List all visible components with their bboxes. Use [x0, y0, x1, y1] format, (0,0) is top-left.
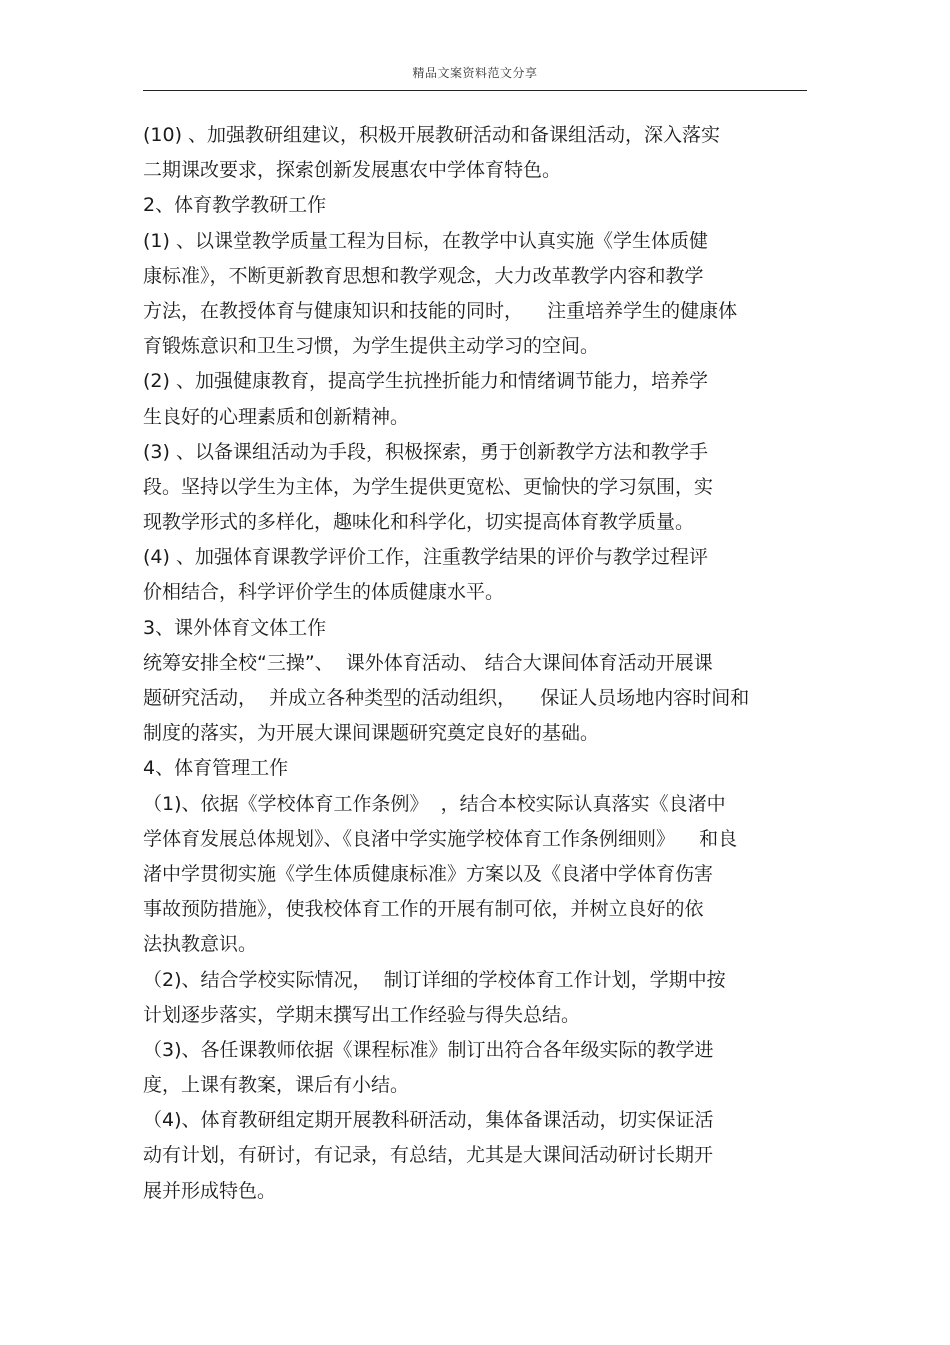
section-heading: 4、体育管理工作	[143, 757, 289, 780]
text-line: （4)、体育教研组定期开展教科研活动，集体备课活动，切实保证活	[143, 1109, 714, 1132]
text-line: 现教学形式的多样化，趣味化和科学化，切实提高体育教学质量。	[143, 511, 695, 534]
text-line: 二期课改要求，探索创新发展惠农中学体育特色。	[143, 159, 562, 182]
section-heading: 3、课外体育文体工作	[143, 616, 327, 639]
text-line: 计划逐步落实，学期末撰写出工作经验与得失总结。	[143, 1003, 581, 1026]
page-header: 精品文案资料范文分享	[412, 66, 538, 80]
text-line: （3)、各任课教师依据《课程标准》制订出符合各年级实际的教学进	[143, 1038, 714, 1061]
section-heading: 2、体育教学教研工作	[143, 194, 327, 217]
text-line: 学体育发展总体规划》、《良渚中学实施学校体育工作条例细则》 和良	[143, 827, 738, 850]
text-line: 法执教意识。	[143, 933, 258, 956]
header-divider	[143, 90, 807, 91]
text-line: （1)、依据《学校体育工作条例》 ，结合本校实际认真落实《良渚中	[143, 792, 726, 815]
text-line: 渚中学贯彻实施《学生体质健康标准》方案以及《良渚中学体育伤害	[143, 862, 714, 885]
text-line: 段。坚持以学生为主体，为学生提供更宽松、更愉快的学习氛围，实	[143, 475, 714, 498]
text-line: 育锻炼意识和卫生习惯，为学生提供主动学习的空间。	[143, 335, 600, 358]
text-line: （2)、结合学校实际情况， 制订详细的学校体育工作计划，学期中按	[143, 968, 726, 991]
text-line: 生良好的心理素质和创新精神。	[143, 405, 410, 428]
text-line: 价相结合，科学评价学生的体质健康水平。	[143, 581, 505, 604]
text-line: (1) 、以课堂教学质量工程为目标，在教学中认真实施《学生体质健	[143, 229, 708, 252]
text-line: 康标准》，不断更新教育思想和教学观念，大力改革教学内容和教学	[143, 264, 704, 287]
text-line: 动有计划，有研讨，有记录，有总结，尤其是大课间活动研讨长期开	[143, 1144, 714, 1167]
text-line: 制度的落实，为开展大课间课题研究奠定良好的基础。	[143, 722, 600, 745]
text-line: (10) 、加强教研组建议，积极开展教研活动和备课组活动，深入落实	[143, 124, 721, 146]
text-line: 方法，在教授体育与健康知识和技能的同时， 注重培养学生的健康体	[143, 299, 738, 322]
document-body	[143, 118, 813, 1209]
text-line: 度，上课有教案，课后有小结。	[143, 1074, 410, 1097]
text-line: 事故预防措施》，使我校体育工作的开展有制可依，并树立良好的依	[143, 898, 704, 921]
text-line: 统筹安排全校“三操”、 课外体育活动、 结合大课间体育活动开展课	[143, 651, 713, 674]
text-line: (4) 、加强体育课教学评价工作，注重教学结果的评价与教学过程评	[143, 546, 708, 569]
text-line: (2) 、加强健康教育，提高学生抗挫折能力和情绪调节能力，培养学	[143, 370, 708, 393]
text-line: 题研究活动， 并成立各种类型的活动组织， 保证人员场地内容时间和	[143, 687, 750, 709]
text-line: (3) 、以备课组活动为手段，积极探索，勇于创新教学方法和教学手	[143, 440, 708, 463]
text-line: 展并形成特色。	[143, 1179, 277, 1202]
